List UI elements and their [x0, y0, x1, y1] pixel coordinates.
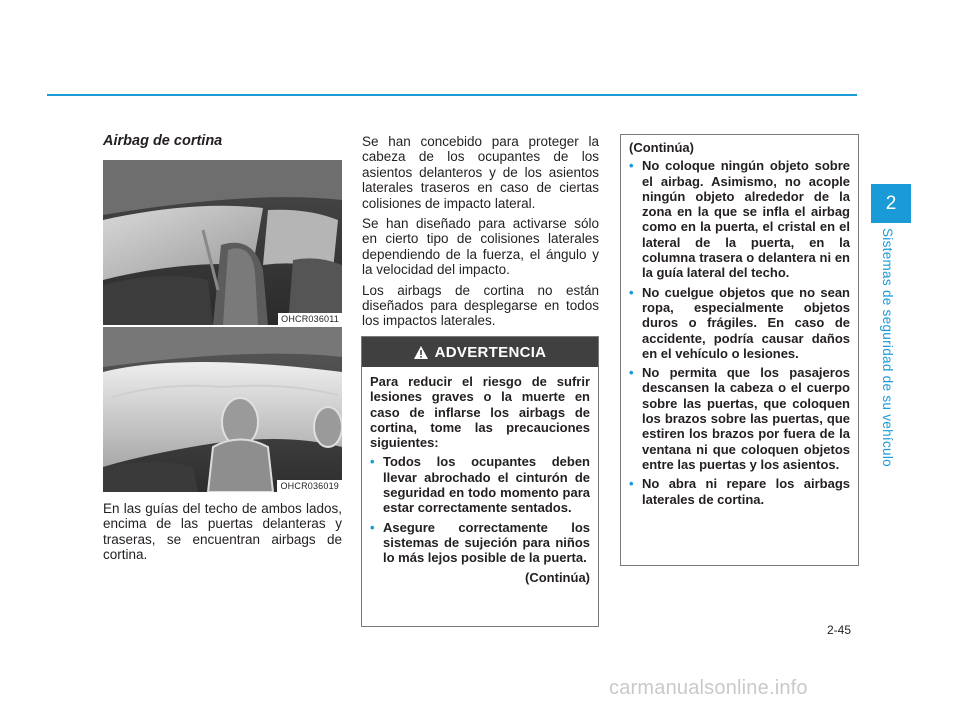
continued-title: (Continúa) [629, 140, 694, 155]
curtain-airbag-description [362, 134, 599, 334]
watermark: carmanualsonline.info [609, 677, 808, 699]
continued-list [629, 158, 850, 507]
photo-airbag-stowed [103, 160, 342, 325]
continued-body [621, 135, 858, 507]
car-interior-image [103, 160, 342, 325]
top-rule [47, 94, 857, 96]
continued-warning-box [620, 134, 859, 566]
warning-triangle-icon [414, 346, 428, 359]
warning-title: ADVERTENCIA [434, 343, 547, 361]
chapter-tab: 2 [871, 184, 911, 223]
section-title: Airbag de cortina [103, 133, 223, 149]
page-number: 2-45 [827, 623, 852, 637]
warning-body [362, 367, 598, 585]
list-item: • No abra ni repare los airbags laterales de cortina. [629, 476, 850, 507]
warning-box [361, 336, 599, 627]
paragraph: Los airbags de cortina no están diseñados para desplegarse en todos los impactos laterales. [362, 282, 599, 329]
photo-airbag-deployed [103, 327, 342, 492]
warning-header [362, 337, 598, 367]
list-item: • Asegure correctamente los sistemas de sujeción para niños lo más lejos posible de la puerta. [370, 520, 590, 566]
deployed-airbag-image [103, 327, 342, 492]
list-item: • No permita que los pasajeros descansen la cabeza o el cuerpo sobre las puertas, que coloquen los brazos sobre las puertas, que estiren los brazos por fuera de la ventana ni que coloquen objetos entre las puertas y los asientos. [629, 365, 850, 472]
curtain-airbag-location-text: En las guías del techo de ambos lados, encima de las puertas delanteras y traseras, se encuentran airbags de cortina. [103, 501, 342, 563]
warning-intro: Para reducir el riesgo de sufrir lesiones graves o la muerte en caso de inflarse los airbags de cortina, tome las precauciones siguientes: [370, 374, 590, 451]
photo-caption: OHCR036011 [278, 313, 342, 325]
warning-list [370, 454, 590, 565]
list-item: • No cuelgue objetos que no sean ropa, especialmente objetos duros o frágiles. En caso de accidente, podría causar daños en el vehículo o lesiones. [629, 285, 850, 361]
photo-caption: OHCR036019 [277, 480, 342, 492]
paragraph: Se han diseñado para activarse sólo en cierto tipo de colisiones laterales dependiendo de la fuerza, el ángulo y la velocidad del impacto. [362, 216, 599, 278]
chapter-title: Sistemas de seguridad de su vehículo [880, 228, 895, 467]
list-item: • Todos los ocupantes deben llevar abrochado el cinturón de seguridad en todo momento para estar correctamente sentados. [370, 454, 590, 515]
paragraph: Se han concebido para proteger la cabeza de los ocupantes de los asientos delanteros y de los asientos laterales traseros en caso de ciertas colisiones de impacto lateral. [362, 134, 599, 211]
list-item: • No coloque ningún objeto sobre el airbag. Asimismo, no acople ningún objeto alrededor de la zona en la que se infla el airbag como en la puerta, el cristal en el lateral de la puerta, en la columna trasera o delantera ni en la guía lateral del techo. [629, 158, 850, 280]
continued-label: (Continúa) [525, 569, 590, 585]
